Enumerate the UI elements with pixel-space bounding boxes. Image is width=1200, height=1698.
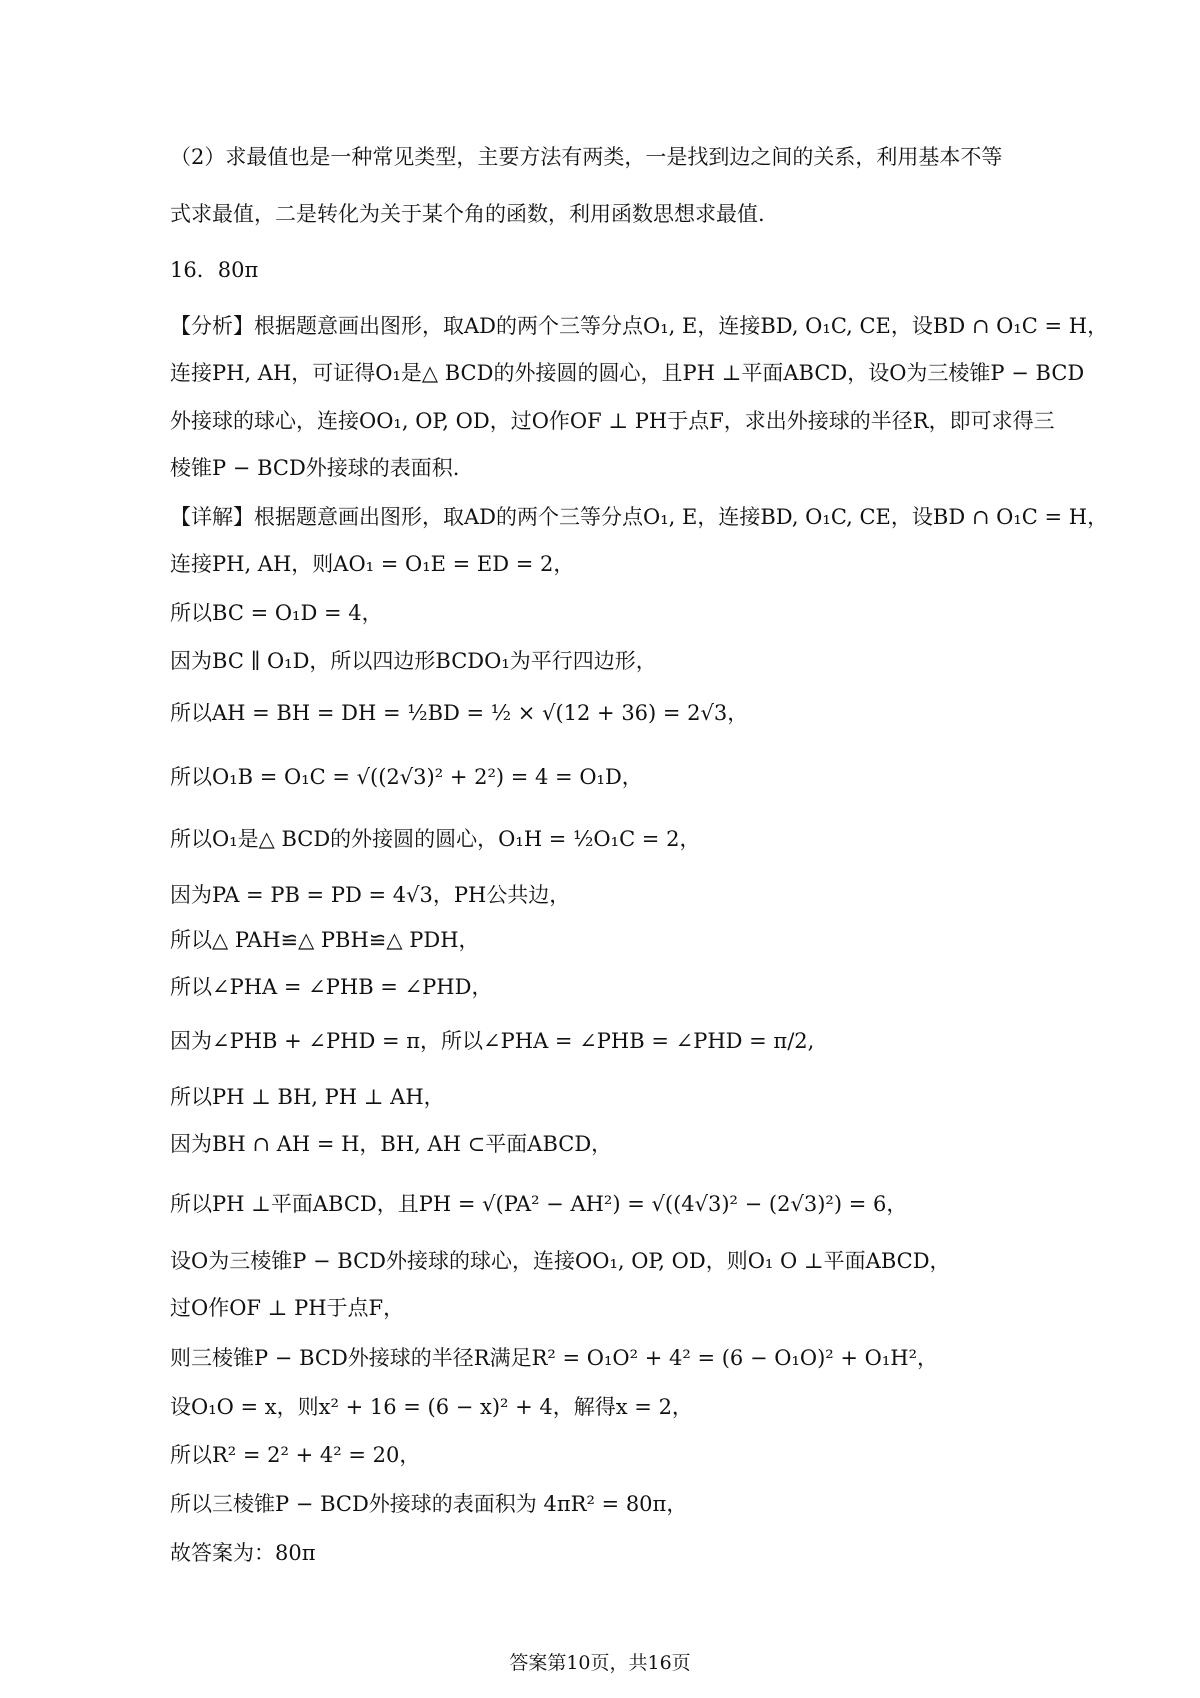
analysis-line-1: 【分析】根据题意画出图形，取AD的两个三等分点O₁, E，连接BD, O₁C, CE，设BD ∩ O₁C = H，: [170, 314, 1109, 338]
detail-line-14: 所以PH ⊥平面ABCD，且PH = √(PA² − AH²) = √((4√3)² − (2√3)²) = 6，: [170, 1192, 908, 1216]
detail-line-21: 故答案为：80π: [170, 1541, 316, 1565]
detail-line-13: 因为BH ∩ AH = H，BH, AH ⊂平面ABCD，: [170, 1132, 613, 1156]
analysis-line-4: 棱锥P − BCD外接球的表面积.: [170, 456, 460, 480]
detail-line-11: 因为∠PHB + ∠PHD = π，所以∠PHA = ∠PHB = ∠PHD = π/2,: [170, 1029, 815, 1053]
detail-line-10: 所以∠PHA = ∠PHB = ∠PHD，: [170, 975, 493, 999]
page-footer: 答案第10页，共16页: [509, 1652, 691, 1674]
detail-line-4: 因为BC ∥ O₁D，所以四边形BCDO₁为平行四边形，: [170, 649, 657, 673]
detail-line-18: 设O₁O = x，则x² + 16 = (6 − x)² + 4，解得x = 2，: [170, 1395, 693, 1419]
detail-line-12: 所以PH ⊥ BH, PH ⊥ AH，: [170, 1085, 445, 1109]
detail-line-3: 所以BC = O₁D = 4，: [170, 601, 383, 625]
detail-line-8: 因为PA = PB = PD = 4√3，PH公共边，: [170, 883, 571, 907]
detail-line-6: 所以O₁B = O₁C = √((2√3)² + 2²) = 4 = O₁D，: [170, 765, 643, 789]
detail-line-7: 所以O₁是△ BCD的外接圆的圆心，O₁H = ½O₁C = 2，: [170, 827, 701, 851]
question-number-answer: 16．80π: [170, 258, 259, 282]
detail-line-9: 所以△ PAH≌△ PBH≌△ PDH，: [170, 928, 480, 952]
analysis-line-3: 外接球的球心，连接OO₁, OP, OD，过O作OF ⊥ PH于点F，求出外接球的半径R，即可求得三: [170, 409, 1055, 433]
detail-line-1: 【详解】根据题意画出图形，取AD的两个三等分点O₁, E，连接BD, O₁C, CE，设BD ∩ O₁C = H，: [170, 505, 1109, 529]
detail-line-15: 设O为三棱锥P − BCD外接球的球心，连接OO₁, OP, OD，则O₁ O ⊥平面ABCD，: [170, 1249, 951, 1273]
detail-line-2: 连接PH, AH，则AO₁ = O₁E = ED = 2，: [170, 552, 575, 576]
detail-line-19: 所以R² = 2² + 4² = 20，: [170, 1443, 421, 1467]
analysis-line-2: 连接PH, AH，可证得O₁是△ BCD的外接圆的圆心，且PH ⊥平面ABCD，设O为三棱锥P − BCD: [170, 361, 1085, 385]
intro-line-1: （2）求最值也是一种常见类型，主要方法有两类，一是找到边之间的关系，利用基本不等: [170, 145, 1003, 169]
detail-line-5: 所以AH = BH = DH = ½BD = ½ × √(12 + 36) = 2√3，: [170, 701, 749, 725]
detail-line-20: 所以三棱锥P − BCD外接球的表面积为 4πR² = 80π，: [170, 1492, 688, 1516]
detail-line-16: 过O作OF ⊥ PH于点F，: [170, 1296, 405, 1320]
detail-line-17: 则三棱锥P − BCD外接球的半径R满足R² = O₁O² + 4² = (6 − O₁O)² + O₁H²，: [170, 1346, 939, 1370]
intro-line-2: 式求最值，二是转化为关于某个角的函数，利用函数思想求最值.: [170, 202, 765, 226]
